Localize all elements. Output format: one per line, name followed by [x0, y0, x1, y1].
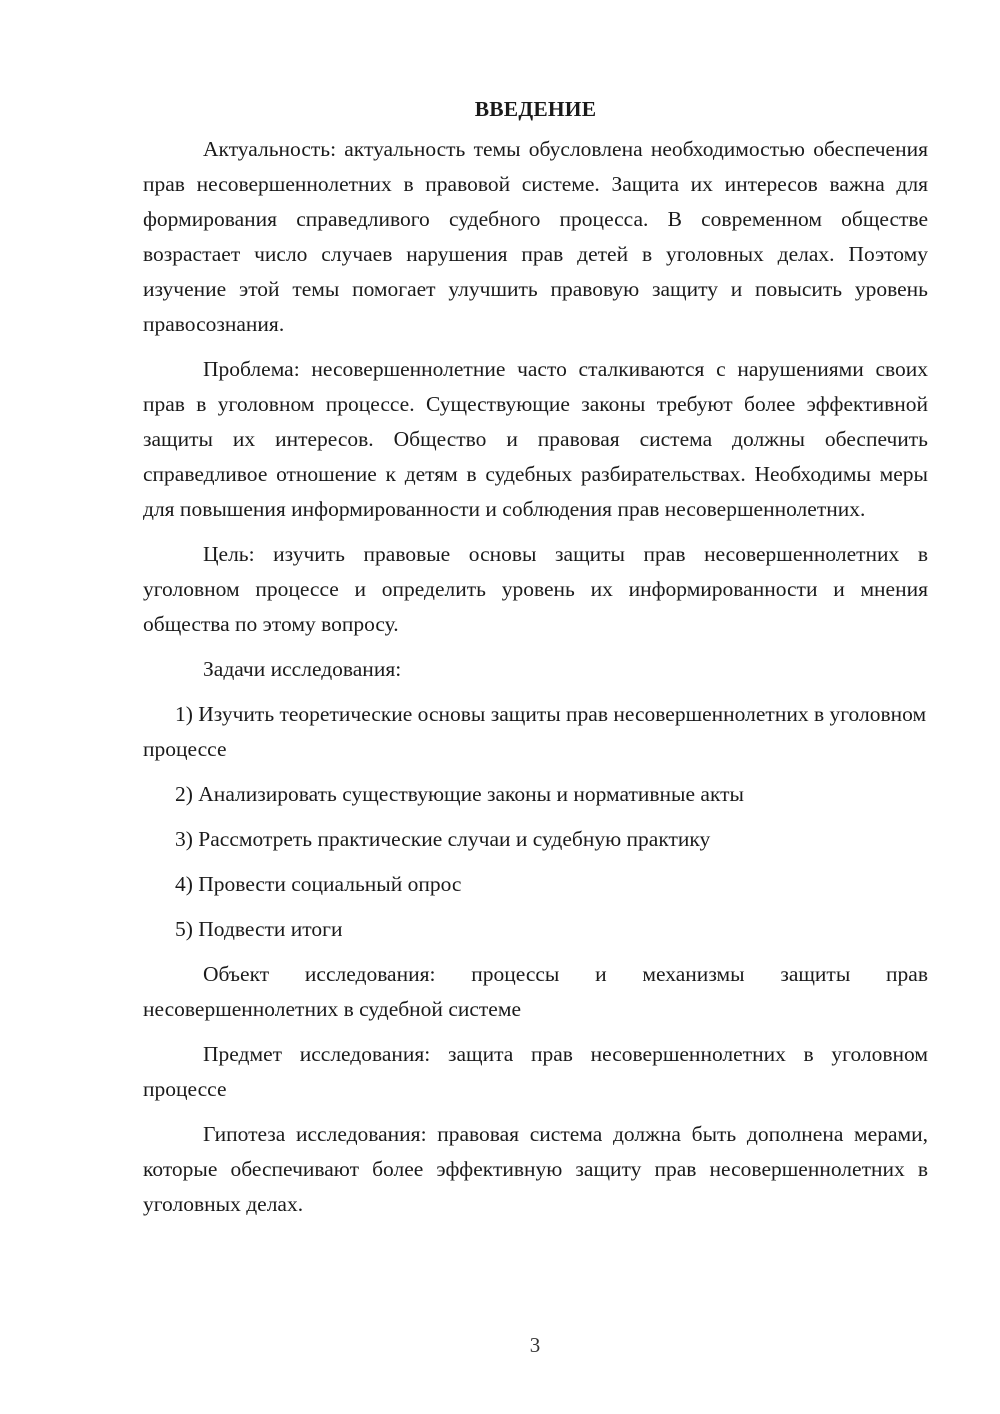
problem-paragraph: Проблема: несовершеннолетние часто сталкиваются с нарушениями своих прав в уголовном процессе. Существующие законы требуют более эффективной защиты их интересов. Общество и правовая система должны обеспечить справедливое отношение к детям в судебных разбирательствах. Необходимы меры для повышения информированности и соблюдения прав несовершеннолетних. — [143, 357, 928, 521]
list-item: 5) Подвести итоги — [175, 917, 343, 941]
list-item: 4) Провести социальный опрос — [175, 872, 462, 896]
list-item: 1) Изучить теоретические основы защиты прав несовершеннолетних в уголовном процессе — [143, 702, 927, 761]
page-title: ВВЕДЕНИЕ — [474, 97, 597, 121]
tasks-list — [143, 697, 928, 947]
goal-paragraph: Цель: изучить правовые основы защиты прав несовершеннолетних в уголовном процессе и определить уровень их информированности и мнения общества по этому вопросу. — [143, 542, 928, 636]
hypothesis-paragraph: Гипотеза исследования: правовая система должна быть дополнена мерами, которые обеспечивают более эффективную защиту прав несовершеннолетних в уголовных делах. — [143, 1122, 928, 1216]
list-item: 2) Анализировать существующие законы и нормативные акты — [175, 782, 744, 806]
list-item: 3) Рассмотреть практические случаи и судебную практику — [175, 827, 711, 851]
object-paragraph: Объект исследования: процессы и механизмы защиты прав несовершеннолетних в судебной системе — [143, 962, 928, 1021]
document-page — [143, 92, 928, 1232]
page-number: 3 — [529, 1333, 541, 1357]
tasks-heading: Задачи исследования: — [203, 657, 402, 681]
subject-paragraph: Предмет исследования: защита прав несовершеннолетних в уголовном процессе — [143, 1042, 928, 1101]
relevance-paragraph: Актуальность: актуальность темы обусловлена необходимостью обеспечения прав несовершеннолетних в правовой системе. Защита их интересов важна для формирования справедливого судебного процесса. В современном обществе возрастает число случаев нарушения прав детей в уголовных делах. Поэтому изучение этой темы помогает улучшить правовую защиту и повысить уровень правосознания. — [143, 137, 928, 336]
